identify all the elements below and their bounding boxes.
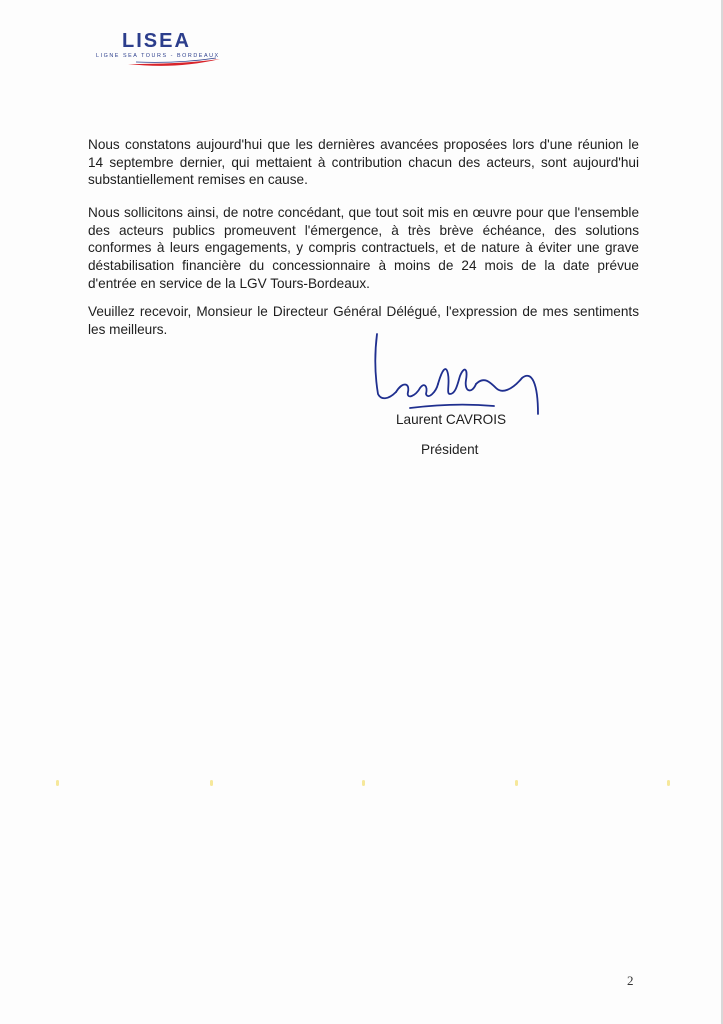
- letter-body: [88, 136, 639, 308]
- signer-name: Laurent CAVROIS: [396, 412, 507, 427]
- scan-speck: [362, 780, 365, 786]
- scan-speck: [667, 780, 670, 786]
- scan-speck: [56, 780, 59, 786]
- logo-swoosh-icon: [126, 56, 222, 68]
- signer-title: Président: [421, 442, 479, 457]
- page-number: 2: [627, 973, 634, 988]
- company-logo: [96, 30, 222, 70]
- logo-wordmark: LISEA: [122, 30, 191, 52]
- scan-speck: [210, 780, 213, 786]
- scan-speck: [515, 780, 518, 786]
- closing-paragraph: Veuillez recevoir, Monsieur le Directeur Général Délégué, l'expression de mes sentiments les meilleurs.: [88, 304, 639, 337]
- handwritten-signature: [372, 330, 544, 416]
- body-paragraph-2: Nous sollicitons ainsi, de notre concédant, que tout soit mis en œuvre pour que l'ensemble des acteurs publics promeuvent l'émergence, à très brève échéance, des solutions conformes à leurs engagements, y compris contractuels, et de nature à éviter une grave déstabilisation financière du concessionnaire à moins de 24 mois de la date prévue d'entrée en service de la LGV Tours-Bordeaux.: [88, 205, 639, 291]
- body-paragraph-1: Nous constatons aujourd'hui que les dernières avancées proposées lors d'une réunion le 14 septembre dernier, qui mettaient à contribution chacun des acteurs, sont aujourd'hui substantiellement remises en cause.: [88, 137, 639, 188]
- logo-tagline: LIGNE SEA TOURS - BORDEAUX: [96, 53, 220, 59]
